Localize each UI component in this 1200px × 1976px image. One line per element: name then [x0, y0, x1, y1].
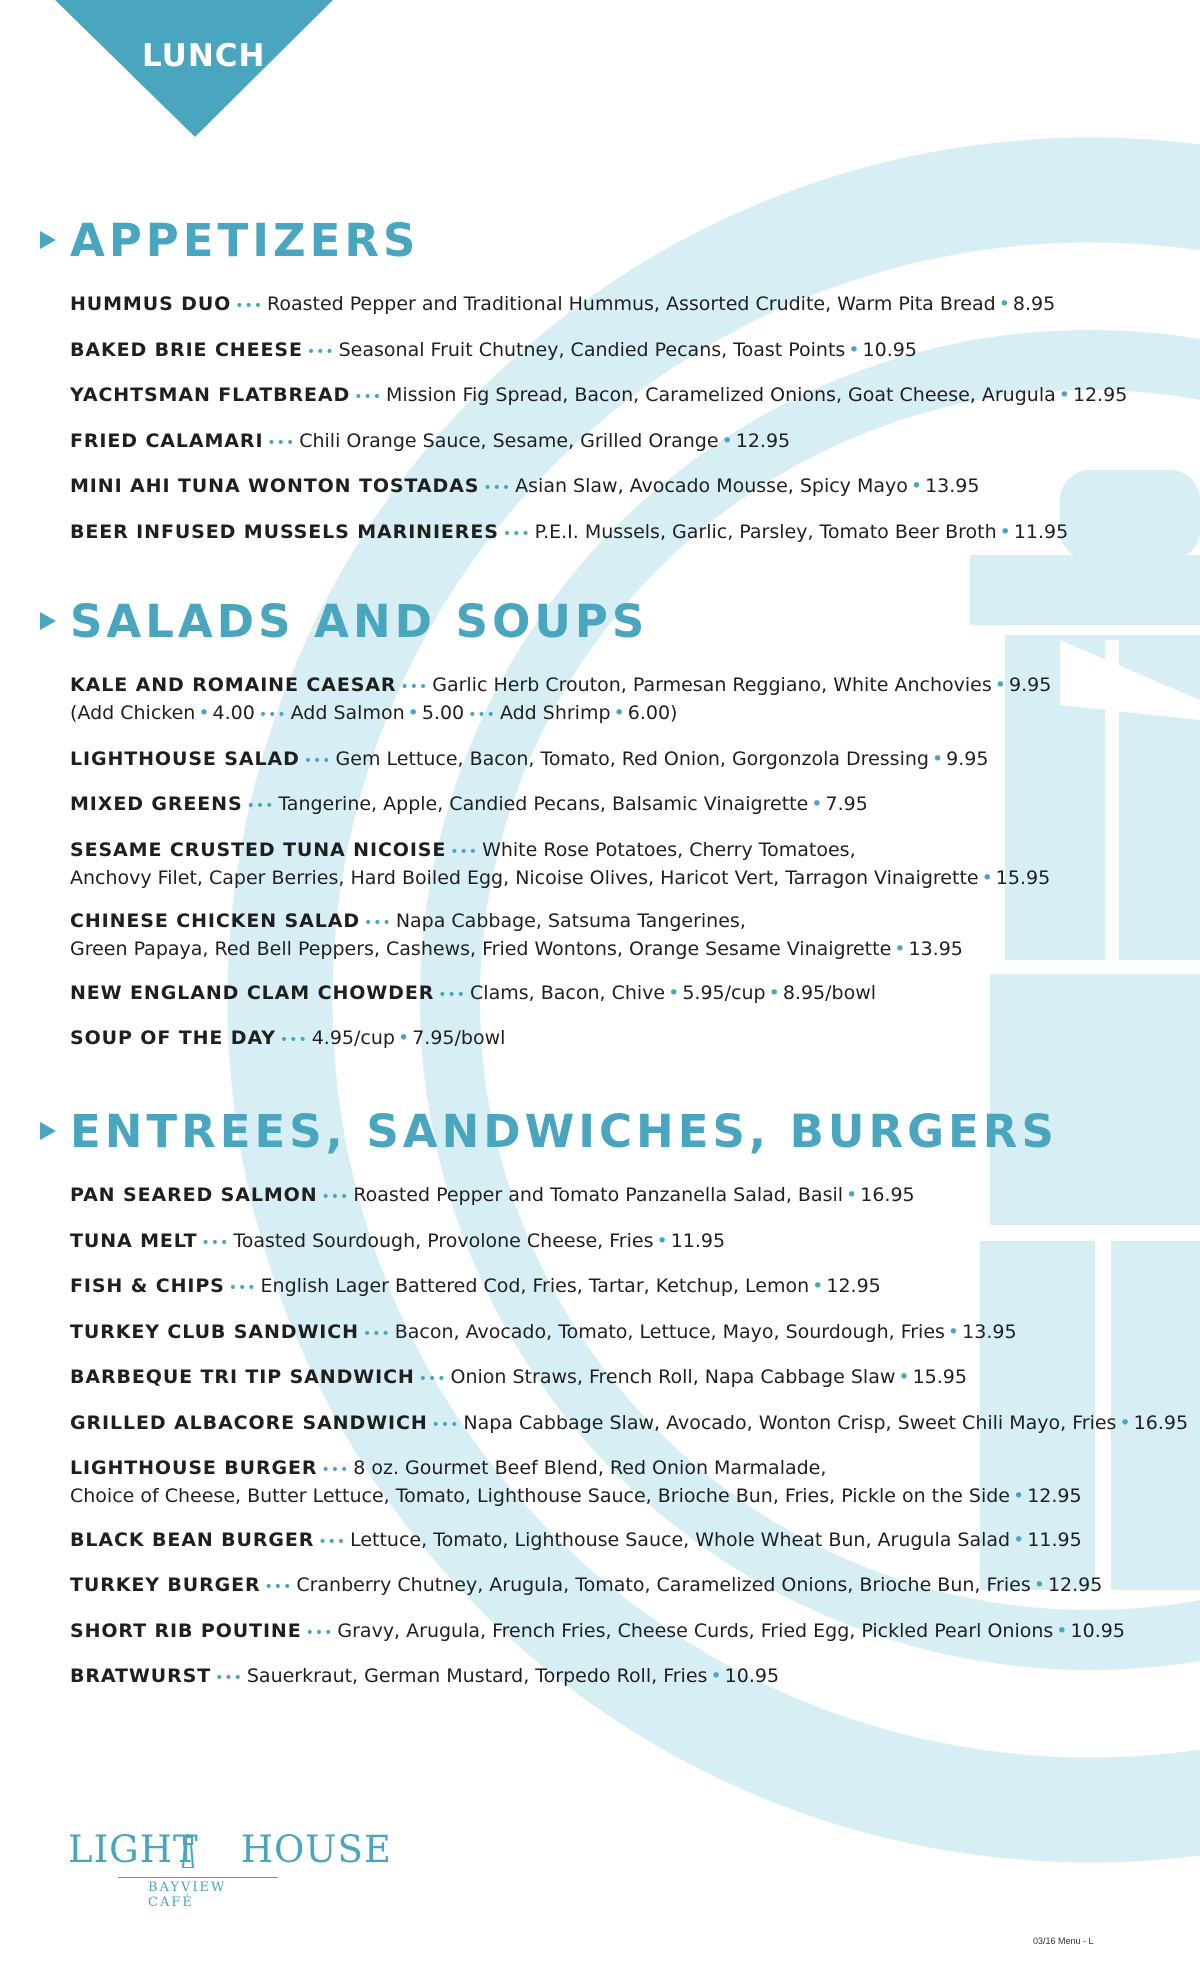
menu-item [70, 473, 1200, 501]
menu-item-description: Gem Lettuce, Bacon, Tomato, Red Onion, Gorgonzola Dressing [335, 747, 929, 770]
dots-separator: ••• [418, 1371, 447, 1387]
menu-item [70, 1364, 1200, 1392]
section-header [0, 1102, 1200, 1162]
menu-item-description: Anchovy Filet, Caper Berries, Hard Boiled Egg, Nicoise Olives, Haricot Vert, Tarragon Vinaigrette [70, 866, 979, 889]
menu-item-description: White Rose Potatoes, Cherry Tomatoes, [482, 838, 856, 861]
menu-item-name: YACHTSMAN FLATBREAD [70, 384, 351, 406]
menu-items [0, 1182, 1200, 1691]
section-salads-and-soups [0, 592, 1200, 1071]
menu-item-line [70, 908, 1200, 936]
menu-item-price: 5.95/cup [682, 981, 766, 1004]
dots-separator: ••• [431, 1416, 460, 1433]
menu-item-description: Roasted Pepper and Tomato Panzanella Salad, Basil [353, 1184, 844, 1206]
addon-price: 5.00 [421, 702, 465, 724]
dot-separator: • [1056, 1619, 1068, 1642]
dot-separator: • [1013, 1528, 1025, 1551]
menu-item-line [70, 672, 1200, 700]
dots-separator: ••• [305, 1624, 334, 1641]
dot-separator: • [397, 1027, 410, 1049]
menu-item-price: 12.95 [735, 429, 791, 452]
menu-item-name: MINI AHI TUNA WONTON TOSTADAS [70, 475, 480, 497]
menu-item-name: TURKEY CLUB SANDWICH [70, 1320, 359, 1343]
dot-separator: • [994, 674, 1006, 696]
menu-item-line [70, 837, 1200, 865]
menu-item [70, 1527, 1200, 1555]
menu-item-price: 15.95 [995, 866, 1051, 889]
menu-item [70, 672, 1200, 728]
dots-separator: ••• [468, 707, 496, 723]
dot-separator: • [198, 702, 210, 724]
menu-item-price: 10.95 [724, 1665, 780, 1687]
menu-item-name: PAN SEARED SALMON [70, 1184, 318, 1206]
menu-item-name: BLACK BEAN BURGER [70, 1528, 315, 1551]
menu-item-line [70, 1364, 1200, 1392]
menu-item-name: BRATWURST [70, 1665, 212, 1687]
menu-item-description: Onion Straws, French Roll, Napa Cabbage Slaw [450, 1366, 896, 1388]
dots-separator: ••• [279, 1032, 308, 1048]
dot-separator: • [848, 338, 860, 361]
banner-label: LUNCH [142, 38, 266, 74]
menu-item-line [70, 936, 1200, 962]
menu-item-description: Napa Cabbage Slaw, Avocado, Wonton Crisp, Sweet Chili Mayo, Fries [463, 1411, 1117, 1434]
menu-item-name: LIGHTHOUSE SALAD [70, 747, 300, 770]
menu-item-name: BAKED BRIE CHEESE [70, 338, 303, 361]
menu-item-line [70, 1319, 1200, 1347]
menu-item-line [70, 337, 1200, 365]
addon-label: Add Salmon [290, 702, 405, 724]
menu-item [70, 837, 1200, 891]
dots-separator: ••• [438, 986, 467, 1003]
menu-item-price: 7.95 [825, 793, 868, 815]
menu-item-name: MIXED GREENS [70, 793, 243, 815]
menu-item-price: 11.95 [1013, 520, 1069, 543]
menu-item [70, 382, 1200, 410]
menu-item-line [70, 980, 1200, 1008]
section-arrow-icon [40, 612, 56, 630]
menu-item-description: Toasted Sourdough, Provolone Cheese, Fries [233, 1229, 654, 1252]
menu-item-description: Choice of Cheese, Butter Lettuce, Tomato, Lighthouse Sauce, Brioche Bun, Fries, Pickle on the Side [70, 1485, 1010, 1507]
menu-item-price: 13.95 [908, 938, 963, 960]
menu-item [70, 1319, 1200, 1347]
section-header [0, 592, 1200, 652]
menu-item-name: SOUP OF THE DAY [70, 1027, 276, 1049]
dots-separator: ••• [246, 798, 275, 814]
logo-wordmark: LIGHT HOUSE [68, 1828, 392, 1871]
menu-item-line [70, 791, 1200, 819]
menu-item-line [70, 1182, 1200, 1210]
menu-item-description: Garlic Herb Crouton, Parmesan Reggiano, White Anchovies [432, 674, 992, 696]
menu-item [70, 291, 1200, 319]
dot-separator: • [812, 1275, 824, 1297]
dot-separator: • [1058, 384, 1070, 406]
menu-item [70, 980, 1200, 1008]
menu-item-description: Napa Cabbage, Satsuma Tangerines, [395, 910, 746, 932]
dot-separator: • [999, 520, 1011, 543]
dots-separator: ••• [235, 298, 264, 314]
dot-separator: • [613, 702, 625, 724]
menu-item-name: FRIED CALAMARI [70, 429, 264, 452]
menu-item-name: TURKEY BURGER [70, 1574, 261, 1596]
logo-lighthouse-icon [178, 1834, 198, 1868]
menu-item [70, 1572, 1200, 1600]
dots-separator: ••• [303, 752, 332, 769]
dot-separator: • [894, 938, 906, 960]
menu-item-description: Lettuce, Tomato, Lighthouse Sauce, Whole Wheat Bun, Arugula Salad [350, 1528, 1011, 1551]
dots-separator: ••• [364, 915, 392, 931]
menu-item-description: Bacon, Avocado, Tomato, Lettuce, Mayo, Sourdough, Fries [394, 1320, 945, 1343]
dots-separator: ••• [306, 343, 335, 360]
menu-item-price: 9.95 [1009, 674, 1052, 696]
menu-item-line [70, 1483, 1200, 1509]
dot-separator: • [1119, 1411, 1131, 1434]
menu-item [70, 1663, 1200, 1691]
menu-item-price: 11.95 [1027, 1528, 1082, 1551]
menu-item-line [70, 1228, 1200, 1256]
dots-separator: ••• [318, 1533, 347, 1550]
menu-item [70, 908, 1200, 962]
menu-item-name: BEER INFUSED MUSSELS MARINIERES [70, 520, 499, 543]
menu-item-line [70, 746, 1200, 774]
menu-item-description: Clams, Bacon, Chive [470, 981, 666, 1004]
menu-item-price: 13.95 [962, 1320, 1017, 1343]
dot-separator: • [407, 702, 419, 724]
menu-item-description: Green Papaya, Red Bell Peppers, Cashews, Fried Wontons, Orange Sesame Vinaigrette [70, 938, 892, 960]
menu-item-line [70, 1273, 1200, 1301]
menu-item-line [70, 519, 1200, 547]
menu-item-name: BARBEQUE TRI TIP SANDWICH [70, 1366, 415, 1388]
menu-item-price: 12.95 [826, 1275, 881, 1297]
dot-separator: • [1033, 1574, 1045, 1596]
menu-item-description: Asian Slaw, Avocado Mousse, Spicy Mayo [515, 475, 908, 497]
menu-item-name: KALE AND ROMAINE CAESAR [70, 674, 397, 696]
section-title: APPETIZERS [70, 214, 420, 267]
dot-separator: • [668, 981, 680, 1004]
menu-item-price: 8.95/bowl [782, 981, 877, 1004]
menu-item-line [70, 1618, 1200, 1646]
dots-separator: ••• [450, 843, 479, 860]
menu-footnote: 03/16 Menu - L [1033, 1936, 1094, 1946]
menu-item-line [70, 1663, 1200, 1691]
dots-separator: ••• [502, 525, 531, 542]
dots-separator: ••• [215, 1670, 243, 1686]
menu-item-description: Chili Orange Sauce, Sesame, Grilled Orange [299, 429, 719, 452]
menu-items [0, 672, 1200, 1053]
menu-item-description: Gravy, Arugula, French Fries, Cheese Curds, Fried Egg, Pickled Pearl Onions [337, 1619, 1054, 1642]
menu-item-name: SESAME CRUSTED TUNA NICOISE [70, 838, 447, 861]
dots-separator: ••• [321, 1462, 350, 1478]
menu-item-line [70, 473, 1200, 501]
dot-separator: • [981, 866, 993, 889]
section-title: SALADS AND SOUPS [70, 595, 649, 648]
menu-item-line [70, 1572, 1200, 1600]
menu-item-price: 13.95 [925, 475, 980, 497]
dot-separator: • [998, 293, 1010, 315]
menu-item-description: 8 oz. Gourmet Beef Blend, Red Onion Marmalade, [353, 1457, 827, 1479]
addon-label: Add Shrimp [499, 702, 611, 724]
menu-item-price: 16.95 [1133, 1411, 1189, 1434]
dots-separator: ••• [483, 480, 512, 496]
menu-item [70, 1273, 1200, 1301]
dot-separator: • [846, 1184, 858, 1206]
menu-item-description: Roasted Pepper and Traditional Hummus, Assorted Crudite, Warm Pita Bread [267, 293, 996, 315]
menu-item-name: NEW ENGLAND CLAM CHOWDER [70, 981, 435, 1004]
menu-items [0, 291, 1200, 547]
dots-separator: ••• [354, 389, 382, 405]
dot-separator: • [898, 1366, 910, 1388]
dot-separator: • [710, 1665, 722, 1687]
menu-item-description: Cranberry Chutney, Arugula, Tomato, Caramelized Onions, Brioche Bun, Fries [296, 1574, 1031, 1596]
menu-item-addons [70, 700, 1200, 728]
dot-separator: • [931, 747, 944, 770]
menu-item [70, 1455, 1200, 1509]
menu-item [70, 1228, 1200, 1256]
dots-separator: ••• [201, 1234, 230, 1251]
dots-separator: ••• [264, 1579, 293, 1595]
menu-item [70, 519, 1200, 547]
section-appetizers [0, 211, 1200, 564]
menu-item [70, 1618, 1200, 1646]
menu-item-price: 10.95 [862, 338, 917, 361]
menu-item-description: Tangerine, Apple, Candied Pecans, Balsamic Vinaigrette [278, 793, 809, 815]
menu-item [70, 428, 1200, 456]
menu-item-price: 16.95 [860, 1184, 915, 1206]
addon-price: 6.00) [627, 702, 678, 724]
section-arrow-icon [40, 231, 56, 249]
menu-item-name: GRILLED ALBACORE SANDWICH [70, 1411, 428, 1434]
menu-item-name: CHINESE CHICKEN SALAD [70, 910, 361, 932]
dots-separator: ••• [267, 434, 296, 451]
menu-item-line [70, 291, 1200, 319]
menu-item [70, 337, 1200, 365]
menu-item-line [70, 1527, 1200, 1555]
menu-item-price: 10.95 [1070, 1619, 1125, 1642]
dots-separator: ••• [400, 679, 429, 695]
menu-item-name: HUMMUS DUO [70, 293, 232, 315]
dot-separator: • [947, 1320, 960, 1343]
menu-item-price: 12.95 [1072, 384, 1128, 406]
dots-separator: ••• [362, 1325, 391, 1342]
dots-separator: ••• [258, 707, 287, 723]
section-arrow-icon [40, 1122, 56, 1140]
dot-separator: • [768, 981, 780, 1004]
dot-separator: • [811, 793, 823, 815]
menu-item-price: 7.95/bowl [412, 1027, 506, 1049]
menu-item-price: 12.95 [1027, 1485, 1082, 1507]
menu-item-description: P.E.I. Mussels, Garlic, Parsley, Tomato Beer Broth [534, 520, 997, 543]
menu-item [70, 1410, 1200, 1438]
menu-item-price: 9.95 [946, 747, 989, 770]
menu-item [70, 1025, 1200, 1053]
menu-item-price: 11.95 [670, 1229, 726, 1252]
logo-tagline: BAYVIEW CAFÉ [118, 1877, 278, 1910]
menu-item [70, 1182, 1200, 1210]
menu-item [70, 791, 1200, 819]
menu-item [70, 746, 1200, 774]
dot-separator: • [721, 429, 733, 452]
dot-separator: • [910, 475, 923, 497]
menu-item-line [70, 382, 1200, 410]
menu-item-price: 8.95 [1012, 293, 1056, 315]
menu-item-name: FISH & CHIPS [70, 1275, 225, 1297]
addon-label: (Add Chicken [70, 702, 196, 724]
menu-item-price: 12.95 [1047, 1574, 1103, 1596]
lighthouse-logo [68, 1828, 392, 1910]
dot-separator: • [656, 1229, 668, 1252]
menu-item-name: TUNA MELT [70, 1229, 198, 1252]
menu-item-description: English Lager Battered Cod, Fries, Tartar, Ketchup, Lemon [260, 1275, 810, 1297]
menu-item-line [70, 1455, 1200, 1483]
menu-item-description: Mission Fig Spread, Bacon, Caramelized Onions, Goat Cheese, Arugula [386, 384, 1056, 406]
addon-price: 4.00 [212, 702, 255, 724]
menu-item-name: LIGHTHOUSE BURGER [70, 1457, 318, 1479]
menu-item-price: 15.95 [912, 1366, 967, 1388]
dots-separator: ••• [321, 1189, 350, 1205]
menu-item-price: 4.95/cup [311, 1027, 395, 1049]
menu-item-line [70, 865, 1200, 891]
menu-item-description: Seasonal Fruit Chutney, Candied Pecans, Toast Points [338, 338, 846, 361]
menu-item-name: SHORT RIB POUTINE [70, 1619, 302, 1642]
dots-separator: ••• [228, 1280, 257, 1296]
section-header [0, 211, 1200, 271]
section-title: ENTREES, SANDWICHES, BURGERS [70, 1105, 1058, 1158]
menu-item-description: Sauerkraut, German Mustard, Torpedo Roll, Fries [246, 1665, 708, 1687]
menu-item-line [70, 1025, 1200, 1053]
dot-separator: • [1013, 1485, 1025, 1507]
menu-item-line [70, 1410, 1200, 1438]
menu-item-line [70, 428, 1200, 456]
section-entrees [0, 1102, 1200, 1709]
